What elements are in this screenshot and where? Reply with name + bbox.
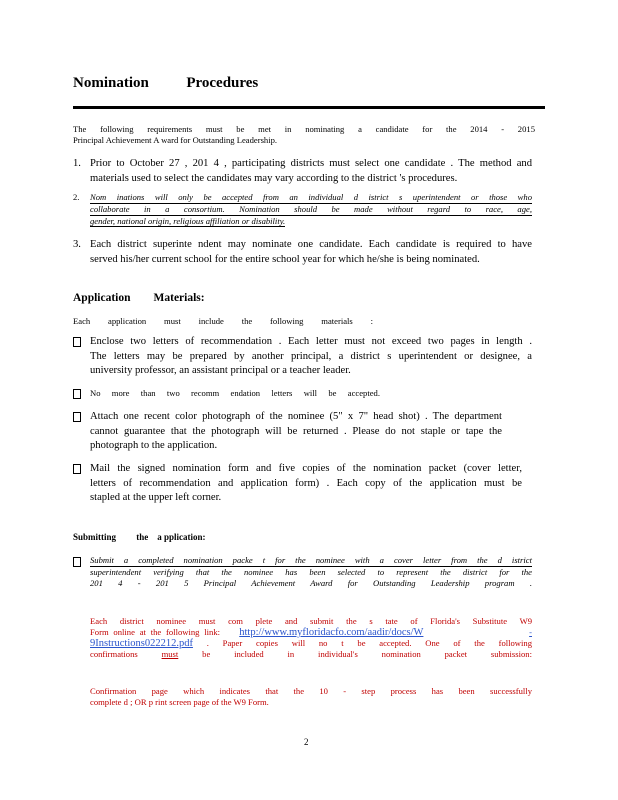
w9-instructions-link[interactable]: http://www.myfloridacfo.com/aadir/docs/W — [239, 627, 424, 638]
checkbox-icon — [73, 412, 81, 422]
application-heading: Application Materials: — [73, 292, 205, 304]
item-1-line-2: materials used to select the candidates may vary according to the district 's procedures. — [90, 172, 458, 184]
item-2 — [90, 192, 532, 227]
confirmation-paragraph: Confirmation page which indicates that the 10 - step process has been successfully complete d ; OR p rint screen page of the W9 Form. — [90, 686, 532, 707]
checkbox-icon — [73, 337, 81, 347]
application-bullet-3: Attach one recent color photograph of the nominee (5" x 7" head shot) . The department cannot guarantee that the photograph will be returned . Please do not staple or tape the photograph to the application. — [90, 411, 502, 451]
intro-line-2: Principal Achievement A ward for Outstanding Leadership. — [73, 135, 278, 145]
item-number-1: 1. — [73, 158, 81, 169]
title-rule — [73, 106, 545, 109]
checkbox-icon — [73, 389, 81, 399]
item-3 — [90, 238, 532, 267]
application-intro: Each application must include the following materials : — [73, 316, 373, 326]
page-title: Nomination Procedures — [73, 75, 259, 91]
application-bullet-2: No more than two recomm endation letters will be accepted. — [90, 388, 380, 398]
item-number-2: 2. — [73, 192, 80, 202]
item-1 — [90, 157, 532, 186]
page-number: 2 — [304, 737, 309, 747]
item-2-line-3: gender, national origin, religious affiliation or disability. — [90, 216, 286, 226]
w9-instructions-link-continued[interactable]: 9Instructions022212.pdf — [90, 638, 193, 649]
intro-paragraph — [73, 124, 535, 146]
item-3-line-2: served his/her current school for the entire school year for which he/she is being nominated. — [90, 253, 480, 265]
item-2-line-2: collaborate in a consortium. Nomination should be made without regard to race, age, — [90, 204, 532, 214]
item-3-line-1: Each district superinte ndent may nominate one candidate. Each candidate is required to have — [90, 239, 532, 250]
w9-instructions-paragraph: Each district nominee must com plete and submit the s tate of Florida's Substitute W9 Form online at the following link: http://www.myfloridacfo.com/aadir/docs/W - 9Instructions022212.pdf . Paper copies will no t be accepted. One of the following confirmations must be included in individual's nomination packet submission: — [90, 616, 532, 659]
item-2-line-1: Nom inations will only be accepted from an individual d istrict s uperintendent or those who — [90, 192, 532, 202]
checkbox-icon — [73, 557, 81, 567]
item-1-line-1: Prior to October 27 , 201 4 , participating districts must select one candidate . The method and — [90, 158, 532, 169]
item-number-3: 3. — [73, 239, 81, 250]
application-bullet-4: Mail the signed nomination form and five copies of the nomination packet (cover letter, letters of recommendation and application form) . Each copy of the application must be stapled at the upper left corner. — [90, 463, 522, 503]
submitting-bullet: Submit a completed nomination packe t for the nominee with a cover letter from the d istrict superintendent verifying that the nominee has been selected to represent the district for the 201 4 - 201 5 Principal Achievement Award for Outstanding Leadership program . — [90, 555, 532, 588]
intro-line-1: The following requirements must be met in nominating a candidate for the 2014 - 2015 — [73, 124, 535, 134]
checkbox-icon — [73, 464, 81, 474]
submitting-heading: Submitting the a pplication: — [73, 532, 206, 542]
application-bullet-1: Enclose two letters of recommendation . Each letter must not exceed two pages in length . The letters may be prepared by another principal, a district s uperintendent or designee, a university professor, an assistant principal or a teacher leader. — [90, 336, 532, 376]
